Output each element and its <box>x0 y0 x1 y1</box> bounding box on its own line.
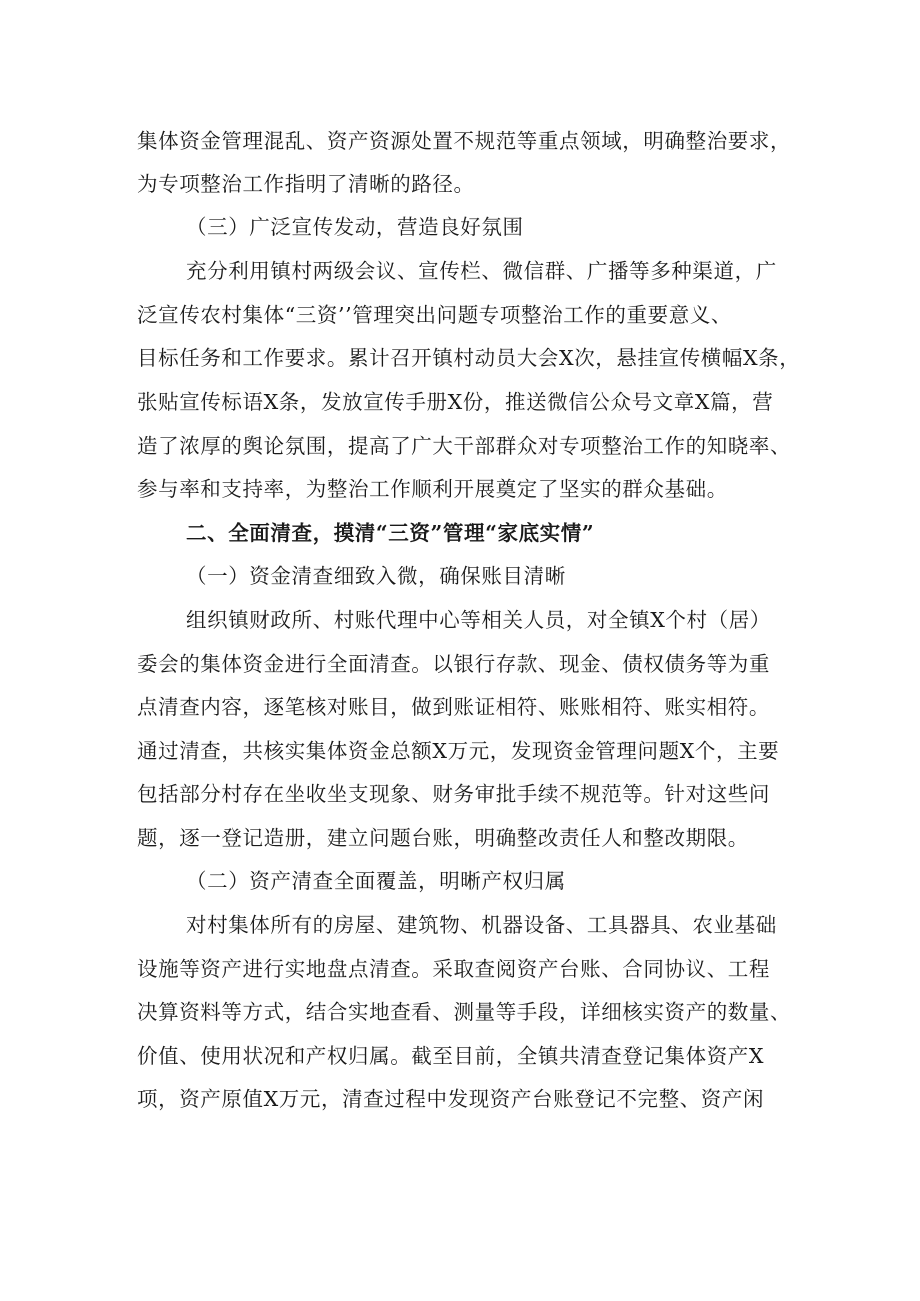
section-heading: 二、全面清查，摸清“三资”管理“家底实情” <box>186 521 595 545</box>
body-text-line: 造了浓厚的舆论氛围，提高了广大干部群众对专项整治工作的知晓率、 <box>137 434 792 458</box>
body-text-line: 为专项整治工作指明了清晰的路径。 <box>137 172 475 196</box>
body-text-line: 点清查内容，逐笔核对账目，做到账证相符、账账相符、账实相符。 <box>137 695 770 719</box>
body-text-line: 价值、使用状况和产权归属。截至目前，全镇共清查登记集体资产X <box>137 1044 765 1068</box>
body-text-line: 组织镇财政所、村账代理中心等相关人员，对全镇X个村（居） <box>186 608 771 632</box>
body-text-line: 委会的集体资金进行全面清查。以银行存款、现金、债权债务等为重 <box>137 652 770 676</box>
body-text-line: 项，资产原值X万元，清查过程中发现资产台账登记不完整、资产闲 <box>137 1087 765 1111</box>
subsection-heading: （二）资产清查全面覆盖，明晰产权归属 <box>186 869 566 893</box>
body-text-line: 充分利用镇村两级会议、宣传栏、微信群、广播等多种渠道，广 <box>186 259 777 283</box>
body-text-line: 参与率和支持率，为整治工作顺利开展奠定了坚实的群众基础。 <box>137 477 728 501</box>
body-text-line: 泛宣传农村集体“三资’’管理突出问题专项整治工作的重要意义、 <box>137 303 733 327</box>
body-text-line: 题，逐一登记造册，建立问题台账，明确整改责任人和整改期限。 <box>137 826 749 850</box>
body-text-line: 目标任务和工作要求。累计召开镇村动员大会X次，悬挂宣传横幅X条， <box>137 346 801 370</box>
body-text-line: 通过清查，共核实集体资金总额X万元，发现资金管理问题X个，主要 <box>137 739 780 763</box>
subsection-heading: （三）广泛宣传发动，营造良好氛围 <box>186 215 524 239</box>
body-text-line: 集体资金管理混乱、资产资源处置不规范等重点领域，明确整治要求， <box>137 129 792 153</box>
body-text-line: 对村集体所有的房屋、建筑物、机器设备、工具器具、农业基础 <box>186 913 777 937</box>
body-text-line: 包括部分村存在坐收坐支现象、财务审批手续不规范等。针对这些问 <box>137 782 770 806</box>
body-text-line: 张贴宣传标语X条，发放宣传手册X份，推送微信公众号文章X篇，营 <box>137 390 774 414</box>
body-text-line: 决算资料等方式，结合实地查看、测量等手段，详细核实资产的数量、 <box>137 1000 792 1024</box>
body-text-line: 设施等资产进行实地盘点清查。采取查阅资产台账、合同协议、工程 <box>137 957 770 981</box>
subsection-heading: （一）资金清查细致入微，确保账目清晰 <box>186 564 566 588</box>
